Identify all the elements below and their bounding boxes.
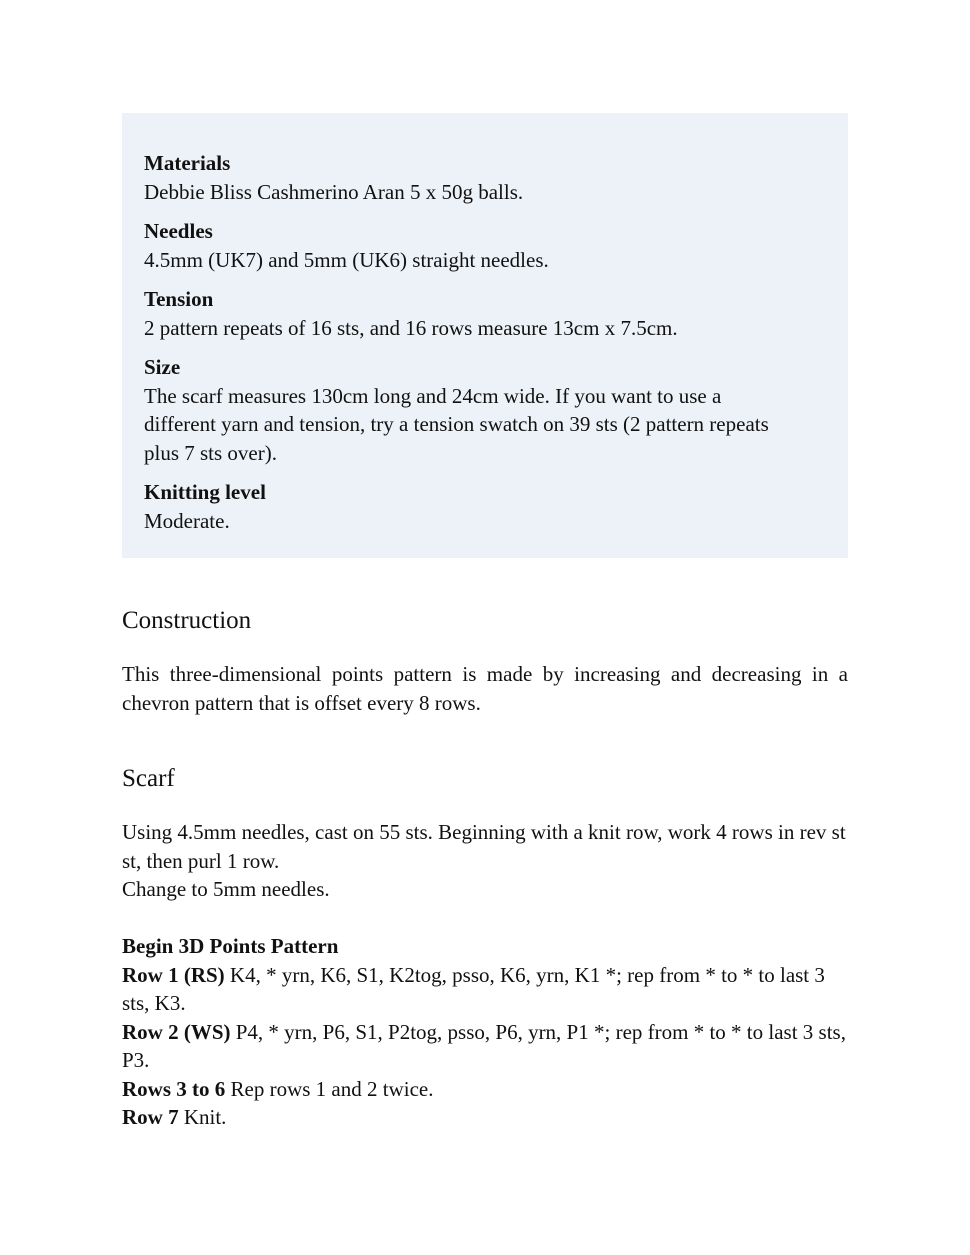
tension-section bbox=[144, 285, 834, 342]
pattern-row bbox=[122, 961, 848, 1018]
row-text: P4, * yrn, P6, S1, P2tog, psso, P6, yrn, P1 *; rep from * to * to last 3 sts, P3. bbox=[122, 1019, 846, 1072]
row-label: Row 7 bbox=[122, 1105, 179, 1129]
knitting-level-heading: Knitting level bbox=[144, 480, 266, 504]
knitting-level-section bbox=[144, 478, 834, 535]
row-label: Row 2 (WS) bbox=[122, 1019, 231, 1044]
tension-heading: Tension bbox=[144, 287, 214, 311]
pattern-row bbox=[122, 1018, 848, 1075]
construction-text: This three-dimensional points pattern is made by increasing and decreasing in a chevron pattern that is offset every 8 rows. bbox=[122, 662, 848, 715]
pattern-row bbox=[122, 1103, 848, 1132]
needles-section bbox=[144, 217, 834, 274]
size-section bbox=[144, 353, 834, 467]
row-text: Rep rows 1 and 2 twice. bbox=[225, 1076, 434, 1101]
materials-info-box bbox=[122, 113, 848, 558]
needles-text: 4.5mm (UK7) and 5mm (UK6) straight needles. bbox=[144, 247, 549, 272]
materials-heading: Materials bbox=[144, 151, 231, 175]
materials-section bbox=[144, 149, 834, 206]
row-text: K4, * yrn, K6, S1, K2tog, psso, K6, yrn, K1 *; rep from * to * to last 3 sts, K3. bbox=[122, 962, 825, 1015]
scarf-heading: Scarf bbox=[122, 765, 175, 792]
row-text: Knit. bbox=[178, 1105, 227, 1129]
pattern-title-line bbox=[122, 932, 848, 961]
construction-body bbox=[122, 660, 848, 717]
materials-text: Debbie Bliss Cashmerino Aran 5 x 50g balls. bbox=[144, 179, 524, 204]
construction-heading: Construction bbox=[122, 607, 252, 634]
scarf-needle-change: Change to 5mm needles. bbox=[122, 877, 330, 901]
scarf-intro bbox=[122, 818, 848, 904]
scarf-intro-text: Using 4.5mm needles, cast on 55 sts. Beginning with a knit row, work 4 rows in rev st st, then purl 1 row. bbox=[122, 820, 846, 873]
pattern-row bbox=[122, 1075, 848, 1104]
row-label: Rows 3 to 6 bbox=[122, 1076, 226, 1101]
tension-text: 2 pattern repeats of 16 sts, and 16 rows measure 13cm x 7.5cm. bbox=[144, 315, 678, 340]
pattern-instructions bbox=[122, 932, 848, 1132]
row-label: Row 1 (RS) bbox=[122, 962, 225, 987]
knitting-level-text: Moderate. bbox=[144, 508, 230, 533]
pattern-title: Begin 3D Points Pattern bbox=[122, 934, 339, 958]
size-heading: Size bbox=[144, 355, 181, 379]
needles-heading: Needles bbox=[144, 219, 213, 243]
size-text: The scarf measures 130cm long and 24cm wide. If you want to use a different yarn and tension, try a tension swatch on 39 sts (2 pattern repeats plus 7 sts over). bbox=[144, 383, 769, 465]
